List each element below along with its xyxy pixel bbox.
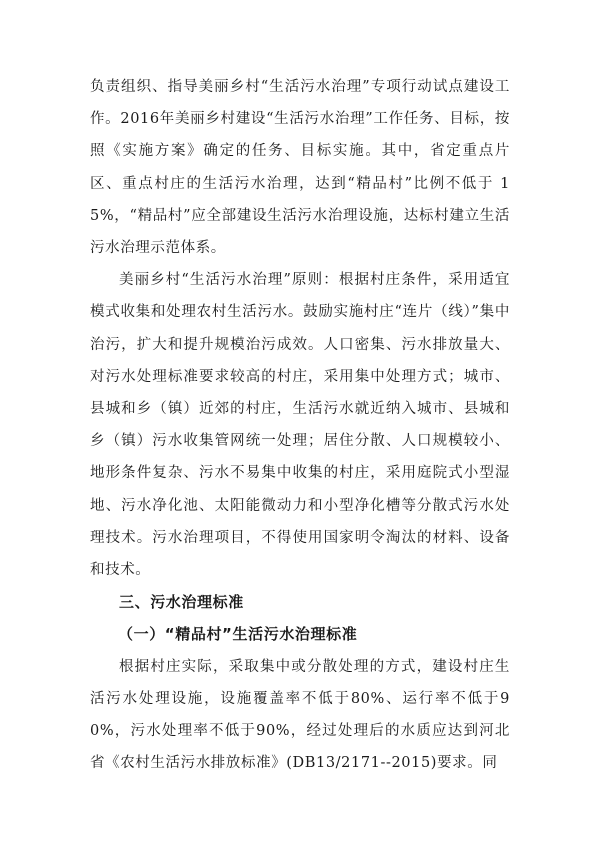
paragraph-standards: 根据村庄实际，采取集中或分散处理的方式，建设村庄生活污水处理设施，设施覆盖率不低于80%、运行率不低于90%，污水处理率不低于90%，经过处理后的水质应达到河北省《农村生活污水排放标准》(DB13/2171--2015)要求。同 [90, 658, 510, 772]
paragraph-work-goals: 负责组织、指导美丽乡村“生活污水治理”专项行动试点建设工作。2016年美丽乡村建设“生活污水治理”工作任务、目标，按照《实施方案》确定的任务、目标实施。其中，省定重点片区、重点村庄的生活污水治理，达到“精品村”比例不低于 15%，“精品村”应全部建设生活污水治理设施，达标村建立生活污水治理示范体系。 [90, 79, 510, 257]
body-text [90, 71, 510, 779]
subsection-heading-premium-village: （一）“精品村”生活污水治理标准 [118, 625, 358, 644]
section-heading-standards: 三、污水治理标准 [119, 593, 244, 612]
paragraph-principles: 美丽乡村“生活污水治理”原则：根据村庄条件，采用适宜模式收集和处理农村生活污水。鼓励实施村庄“连片（线）”集中治污，扩大和提升规模治污成效。人口密集、污水排放量大、对污水处理标准要求较高的村庄，采用集中处理方式；城市、县城和乡（镇）近郊的村庄，生活污水就近纳入城市、县城和乡（镇）污水收集管网统一处理；居住分散、人口规模较小、地形条件复杂、污水不易集中收集的村庄，采用庭院式小型湿地、污水净化池、太阳能微动力和小型净化槽等分散式污水处理技术。污水治理项目，不得使用国家明令淘汰的材料、设备和技术。 [90, 272, 510, 579]
